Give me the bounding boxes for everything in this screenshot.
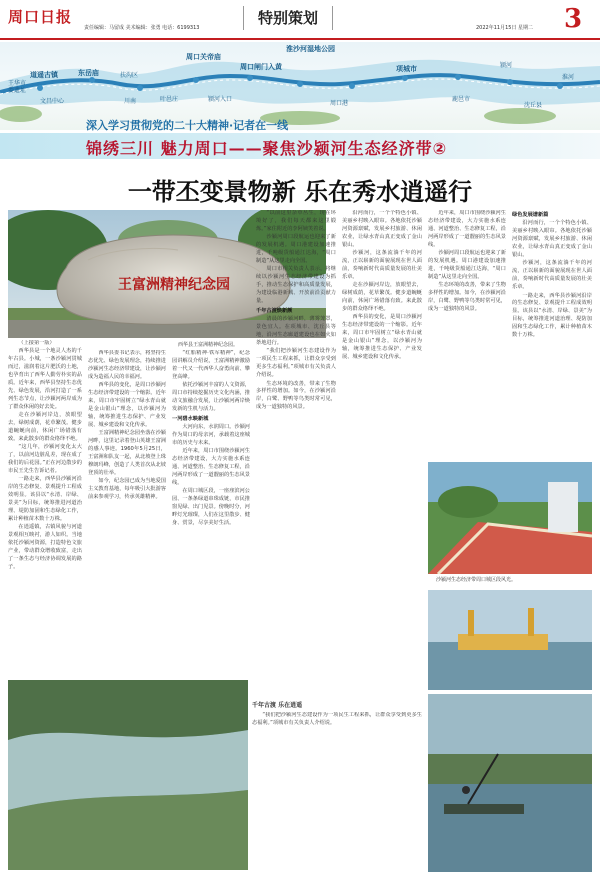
map-place: 淮沙河湿地公园	[286, 45, 335, 53]
paragraph: 沙颍河周口段航运也迎来了新的发展机遇。周口港建设加速推进，千吨级货船通江达海，“周口制造”从这里走向全国。	[428, 250, 506, 280]
paragraph: 如今，纪念园已成为当地爱国主义教育基地，每年吸引大批游客前来参观学习，传承英雄精神。	[88, 478, 166, 500]
paragraph: 在逍遥镇，古镇风貌与河道景观相互映衬，游人如织。当地依托沙颍河资源，打造特色文旅产业，带动群众增收致富，走出了一条生态与经济协调发展的路子。	[8, 524, 82, 570]
fishing-photo	[428, 694, 592, 872]
map-place: 文昌中心	[40, 98, 65, 105]
paragraph: 西华县是一个地灵人杰的千年古县。小城，一条沙颍河贯城而过，滋润着这片肥沃的土地，也孕育出了西华人勤劳朴实的品质。近年来，西华县坚持生态优先、绿色发展，沿河打造了一系列生态节点，让沙颍河两岸成为了群众休闲的好去处。	[8, 348, 82, 410]
fishing-image	[428, 694, 592, 872]
paragraph: 西华县委书记表示，将坚持生态优先、绿色发展理念，持续推进沙颍河生态经济带建设，让沙颍河成为造福人民的幸福河。	[88, 350, 166, 380]
paragraph: “红船精神·铁军精神”，纪念园讲解员介绍说，王富洲精神激励着一代又一代西华人奋勇向前、攀登高峰。	[172, 350, 250, 380]
paragraph: “这几年，沙颍河变化太大了，以前河边脏乱差，现在成了我们的后花园。”正在河边散步的市民王先生告诉记者。	[8, 444, 82, 474]
paragraph: 一路走来，西华县沙颍河沿岸的生态修复、景观提升工程成效明显。该县以“水清、岸绿、景美”为目标，统筹推进河道治理、堤防加固和生态绿化工作，累计种植苗木数十万株。	[8, 476, 82, 522]
map-place: 周口闸门入黄	[240, 63, 282, 71]
paragraph: 近年来，周口市围绕沙颍河生态经济带建设，大力实施水系连通、河道整治、生态修复工程，沿河两岸形成了一道靓丽的生态风景线。	[172, 448, 250, 486]
subheading: 绿色发展谱新篇	[512, 212, 549, 218]
map-place: 淮河	[562, 74, 575, 81]
article-column-5	[342, 210, 422, 460]
banner-title: 锦绣三川 魅力周口——聚焦沙颍河生态经济带②	[86, 139, 448, 158]
map-place: 扶沟区	[120, 72, 139, 79]
subheading: 千年古渡焕新颜	[256, 307, 293, 314]
paragraph: 近年来，周口市围绕沙颍河生态经济带建设，大力实施水系连通、河道整治、生态修复工程，沿河两岸形成了一道靓丽的生态风景线。	[428, 210, 506, 248]
paragraph: 一路走来，西华县沙颍河沿岸的生态修复、景观提升工程成效明显。该县以“水清、岸绿、景美”为目标，统筹推进河道治理、堤防加固和生态绿化工作，累计种植苗木数十万株。	[512, 292, 592, 339]
map-place: 颍河入口	[208, 96, 233, 103]
paragraph: 生态环境的改善，带来了生物多样性的增加。如今，在沙颍河沿岸，白鹭、野鸭等鸟类时常可见，成为一道独特的风景。	[256, 380, 336, 411]
paragraph: “我们把沙颍河生态建设作为一项民生工程来抓，让群众享受到更多生态福利。”项城市有关负责人介绍说。	[252, 712, 422, 726]
paragraph: 沙颍河周口段航运也迎来了新的发展机遇。周口港建设加速推进，千吨级货船通江达海，“周口制造”从这里走向全国。	[256, 234, 336, 264]
river-aerial-image	[8, 680, 248, 870]
main-headline: 一带丕变景物新 乐在秀水逍遥行	[127, 177, 473, 206]
paragraph: 西华县的变化，是周口沙颍河生态经济带建设的一个缩影。近年来，周口市牢固树立“绿水青山就是金山银山”理念，以沙颍河为轴，统筹推进生态保护、产业发展、城乡建设和文化传承。	[342, 314, 422, 360]
article-column-7	[512, 210, 592, 460]
paragraph: 走在沙颍河岸边，放眼望去，绿树成荫，花草繁茂。健步道蜿蜒向前，休闲广场错落有致。来此散步的群众络绎不绝。	[8, 412, 82, 442]
map-place: 沈丘县	[524, 102, 543, 109]
editor-info: 责任编辑：马留成 美术编辑：张勇 电话：6199313	[84, 25, 200, 31]
paragraph: 沙颍河，这条流淌千年的河流，正以崭新的面貌展现在世人面前，奏响新时代高质量发展的壮美乐章。	[342, 250, 422, 280]
article-column-6	[428, 210, 506, 460]
map-place: 道遥古镇	[30, 71, 58, 79]
map-place: 周口关帝庙	[186, 53, 221, 61]
article-column-3	[172, 350, 250, 670]
paragraph: 西华县的变化，是周口沙颍河生态经济带建设的一个缩影。近年来，周口市牢固树立“绿水青山就是金山银山”理念，以沙颍河为轴，统筹推进生态保护、产业发展、城乡建设和文化传承。	[88, 382, 166, 428]
kicker: 深入学习贯彻党的二十大精神·记者在一线	[86, 119, 289, 132]
page-number: 3	[564, 4, 583, 34]
paragraph: 大河向东，水润周口。沙颍河作为周口的母亲河，承载着这座城市的历史与未来。	[172, 424, 250, 446]
paragraph: 依托沙颍河丰富的人文资源，周口市持续挖掘历史文化内涵，推动文旅融合发展，让沙颍河两岸焕发新的生机与活力。	[172, 382, 250, 412]
river-aerial-photo	[8, 680, 248, 870]
paragraph: “以前这里杂草丛生，现在环境好了，我们每天都来这里锻炼。”家住附近的李阿姨笑着说。	[256, 210, 336, 232]
monument-inscription: 王富洲精神纪念园	[118, 277, 230, 293]
map-place: 王华市委遗址	[8, 80, 27, 94]
map-place: 川南	[124, 98, 137, 105]
map-place: 东岳庙	[78, 69, 99, 77]
ferry-photo	[428, 590, 592, 690]
paragraph: 清晨的沙颍河畔，薄雾笼罩，景色宜人。在项城市、沈丘县等地，沿河生态廊道建设也在如火如荼地进行。	[256, 316, 336, 346]
map-place: 颍河	[500, 62, 513, 69]
ferry-image	[428, 590, 592, 690]
monument-caption: 西华县王富洲精神纪念园。	[178, 342, 239, 348]
map-place: 周口港	[330, 100, 349, 107]
paragraph: 走在沙颍河岸边，放眼望去，绿树成荫，花草繁茂。健步道蜿蜒向前，休闲广场错落有致。来此散步的群众络绎不绝。	[342, 282, 422, 312]
map-place: 鹿邑市	[452, 96, 471, 103]
fishing-subheading: 千年古渡 乐在逍遥	[252, 702, 303, 709]
paragraph: 在周口城区段，一座座滨河公园、一条条绿道串珠成链，市民推窗见绿、出门见景。傍晚时分，河畔灯光璀璨，人们在这里散步、健身、赏景，尽享美好生活。	[172, 488, 250, 527]
park-image	[428, 462, 592, 574]
paragraph: “我们把沙颍河生态建设作为一项民生工程来抓，让群众享受到更多生态福利。”项城市有关负责人介绍说。	[256, 348, 336, 379]
subheading: 一河碧水映新城	[172, 415, 209, 422]
paragraph: 沿河而行，一个个特色小镇、美丽乡村映入眼帘。各地依托沙颍河资源禀赋，发展乡村旅游、休闲农业，让绿水青山真正变成了金山银山。	[342, 210, 422, 248]
article-column-4	[256, 210, 336, 670]
paragraph: 生态环境的改善，带来了生物多样性的增加。如今，在沙颍河沿岸，白鹭、野鸭等鸟类时常可见，成为一道独特的风景。	[428, 282, 506, 312]
article-column-2	[88, 350, 166, 670]
paragraph: 周口市相关负责人表示，将继续以沙颍河生态经济带建设为抓手，推动生态保护和高质量发展，为建设临港新城、开放前沿贡献力量。	[256, 266, 336, 304]
paragraph: （上接第一版）	[18, 340, 55, 346]
park-photo	[428, 462, 592, 574]
map-place: 叶邑庄	[160, 96, 179, 103]
paragraph: 沿河而行，一个个特色小镇、美丽乡村映入眼帘。各地依托沙颍河资源禀赋，发展乡村旅游、休闲农业，让绿水青山真正变成了金山银山。	[512, 220, 592, 259]
paragraph: 王富洲精神纪念园坐落在沙颍河畔，这里记录着登山英雄王富洲的感人事迹。1960年5月25日，王富洲和队友一起，从北坡登上珠穆朗玛峰，创造了人类首次从北坡登顶的壮举。	[88, 430, 166, 476]
article-column-8	[252, 712, 422, 772]
issue-date: 2022年11月15日 星期二	[476, 25, 534, 31]
page-header	[0, 0, 600, 40]
map-place: 项城市	[396, 65, 417, 73]
section-title: 特别策划	[243, 6, 333, 30]
paragraph: 沙颍河，这条流淌千年的河流，正以崭新的面貌展现在世人面前，奏响新时代高质量发展的壮美乐章。	[512, 260, 592, 291]
park-caption: 沙颍河生态经济带周口城区段风光。	[436, 577, 517, 583]
newspaper-logo: 周口日报	[8, 8, 73, 26]
